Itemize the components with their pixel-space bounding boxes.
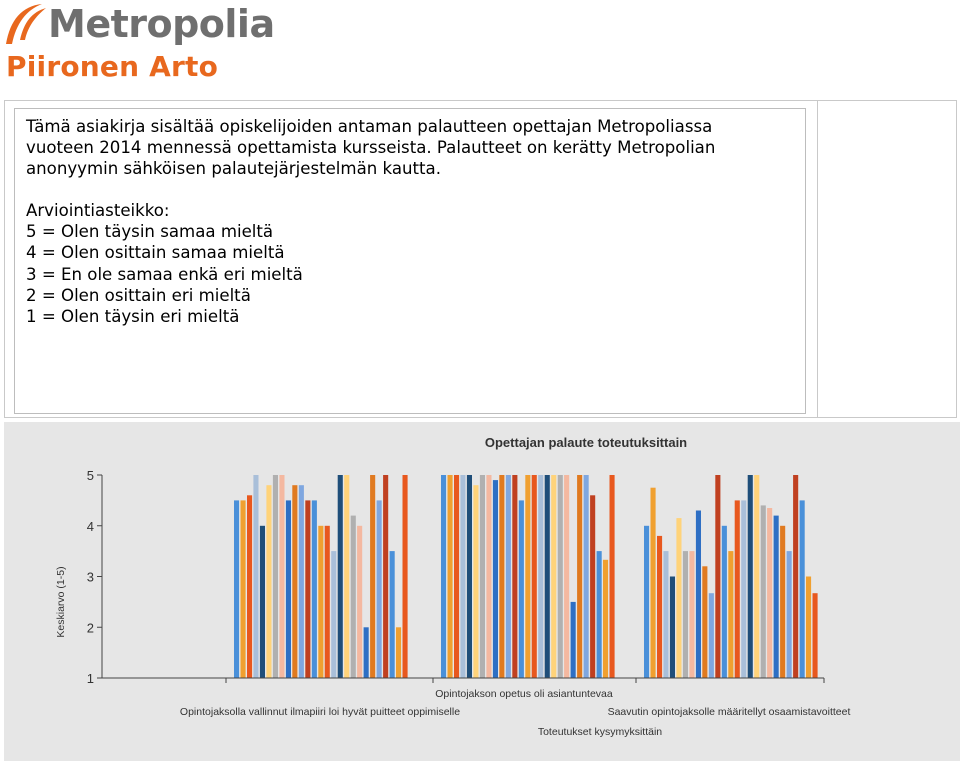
bar bbox=[696, 511, 701, 679]
bar bbox=[689, 551, 694, 678]
y-tick-label: 2 bbox=[86, 620, 94, 636]
bar bbox=[234, 500, 239, 678]
bar bbox=[448, 475, 453, 678]
bar bbox=[676, 518, 681, 678]
bar bbox=[486, 475, 491, 678]
info-side-frame bbox=[818, 100, 957, 418]
bar bbox=[260, 526, 265, 678]
bar bbox=[499, 475, 504, 678]
bar bbox=[728, 551, 733, 678]
bar bbox=[780, 526, 785, 678]
bar bbox=[741, 500, 746, 678]
bar bbox=[806, 577, 811, 679]
bar bbox=[657, 536, 662, 678]
bar bbox=[715, 475, 720, 678]
intro-text: Tämä asiakirja sisältää opiskelijoiden antaman palautteen opettajan Metropoliassa vuoteen 2014 mennessä opettamista kursseista. Palautteet on kerätty Metropolian anonyymin sähköisen palautejärjestelmän kautta. bbox=[26, 117, 716, 178]
bar bbox=[318, 526, 323, 678]
bar bbox=[532, 475, 537, 678]
bar bbox=[241, 500, 246, 678]
logo-text: Metropolia bbox=[48, 2, 275, 46]
bar bbox=[754, 475, 759, 678]
bar bbox=[603, 560, 608, 678]
feedback-chart bbox=[4, 422, 960, 761]
bar bbox=[460, 475, 465, 678]
y-tick-label: 5 bbox=[86, 468, 94, 483]
bar bbox=[370, 475, 375, 678]
bar bbox=[292, 485, 297, 678]
scale-item: 3 = En ole samaa enkä eri mieltä bbox=[26, 264, 303, 284]
bar bbox=[651, 488, 656, 678]
bar bbox=[590, 495, 595, 678]
bar bbox=[467, 475, 472, 678]
scale-item: 2 = Olen osittain eri mieltä bbox=[26, 285, 251, 305]
bar bbox=[351, 516, 356, 678]
chart-panel bbox=[4, 422, 960, 761]
bar bbox=[571, 602, 576, 678]
bar bbox=[519, 500, 524, 678]
bar bbox=[331, 551, 336, 678]
y-axis-title: Keskiarvo (1-5) bbox=[55, 566, 67, 638]
bar bbox=[787, 551, 792, 678]
bar bbox=[325, 526, 330, 678]
bar bbox=[279, 475, 284, 678]
bar bbox=[584, 475, 589, 678]
bar bbox=[253, 475, 258, 678]
person-name: Piironen Arto bbox=[6, 50, 219, 83]
bar bbox=[312, 500, 317, 678]
metropolia-logo bbox=[0, 0, 275, 90]
chart-title: Opettajan palaute toteutuksittain bbox=[484, 435, 688, 450]
bar bbox=[512, 475, 517, 678]
bar bbox=[390, 551, 395, 678]
bar bbox=[683, 551, 688, 678]
bar bbox=[774, 516, 779, 678]
scale-list bbox=[26, 221, 303, 327]
bar bbox=[506, 475, 511, 678]
bar bbox=[525, 475, 530, 678]
bar bbox=[748, 475, 753, 678]
bar bbox=[299, 485, 304, 678]
bar bbox=[247, 495, 252, 678]
bar bbox=[709, 593, 714, 678]
bar bbox=[545, 475, 550, 678]
bar bbox=[473, 485, 478, 678]
bar bbox=[800, 500, 805, 678]
bar bbox=[551, 475, 556, 678]
bar bbox=[663, 551, 668, 678]
bar bbox=[266, 485, 271, 678]
scale-item: 4 = Olen osittain samaa mieltä bbox=[26, 243, 285, 263]
bar bbox=[735, 500, 740, 678]
bar bbox=[813, 593, 818, 678]
bar bbox=[480, 475, 485, 678]
bar bbox=[702, 566, 707, 678]
metropolia-swoosh-icon bbox=[0, 0, 50, 50]
bar bbox=[610, 475, 615, 678]
x-axis-title: Toteutukset kysymyksittäin bbox=[537, 726, 663, 738]
scale-title: Arviointiasteikko: bbox=[26, 201, 170, 220]
scale-item: 5 = Olen täysin samaa mieltä bbox=[26, 222, 274, 241]
bar bbox=[286, 500, 291, 678]
bar bbox=[558, 475, 563, 678]
bar bbox=[338, 475, 343, 678]
bar bbox=[396, 627, 401, 678]
bar bbox=[793, 475, 798, 678]
bar bbox=[364, 627, 369, 678]
y-tick-label: 3 bbox=[86, 569, 94, 585]
y-tick-label: 1 bbox=[86, 671, 94, 686]
bar bbox=[670, 577, 675, 679]
bar bbox=[761, 505, 766, 678]
bar bbox=[383, 475, 388, 678]
bar bbox=[454, 475, 459, 678]
bar bbox=[644, 526, 649, 678]
bar bbox=[564, 475, 569, 678]
x-tick-label: Opintojakson opetus oli asiantuntevaa bbox=[435, 688, 613, 700]
bar bbox=[577, 475, 582, 678]
bar bbox=[344, 475, 349, 678]
bar bbox=[538, 475, 543, 678]
info-textbox bbox=[14, 108, 806, 414]
bar bbox=[441, 475, 446, 678]
bar bbox=[722, 526, 727, 678]
bars-group bbox=[234, 475, 818, 678]
bar bbox=[357, 526, 362, 678]
bar bbox=[597, 551, 602, 678]
bar bbox=[377, 500, 382, 678]
bar bbox=[305, 500, 310, 678]
bar bbox=[273, 475, 278, 678]
bar bbox=[493, 480, 498, 678]
y-tick-label: 4 bbox=[86, 518, 94, 534]
x-tick-label: Opintojaksolla vallinnut ilmapiiri loi hyvät puitteet oppimiselle bbox=[179, 706, 461, 718]
scale-item: 1 = Olen täysin eri mieltä bbox=[26, 307, 240, 327]
bar bbox=[767, 508, 772, 678]
bar bbox=[403, 475, 408, 678]
x-tick-label: Saavutin opintojaksolle määritellyt osaamistavoitteet bbox=[607, 706, 851, 718]
